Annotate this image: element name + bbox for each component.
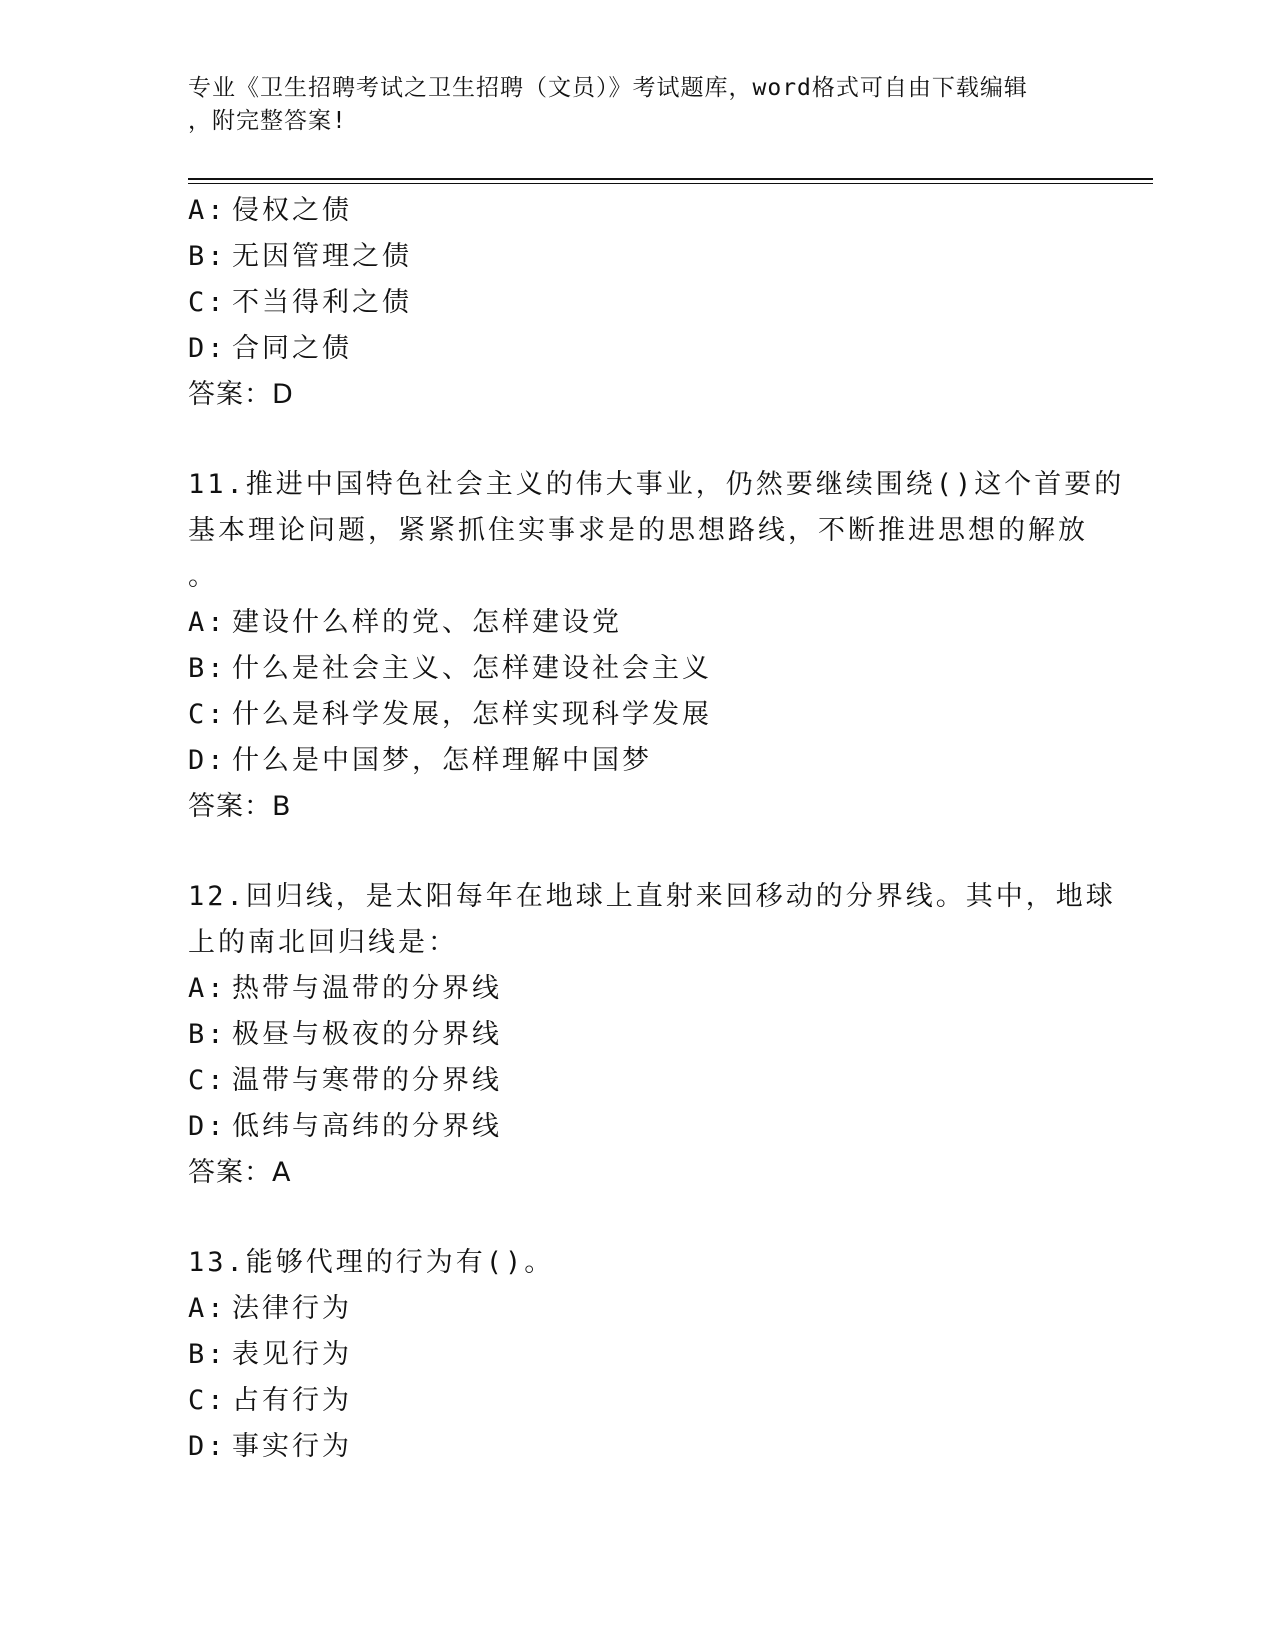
option-a	[188, 1286, 1088, 1332]
answer-line: 答案：B	[188, 791, 292, 822]
option-letter: C:	[188, 1065, 227, 1096]
answer-line: 答案：A	[188, 1157, 292, 1188]
header-line-2: ，附完整答案!	[188, 108, 347, 134]
option-letter: B:	[188, 1339, 227, 1370]
question-stem-line: 11.推进中国特色社会主义的伟大事业，仍然要继续围绕()这个首要的	[188, 469, 1125, 500]
option-letter: D:	[188, 1111, 227, 1142]
question-13	[188, 1240, 1088, 1470]
option-d	[188, 1424, 1088, 1470]
header-line-1: 专业《卫生招聘考试之卫生招聘（文员）》考试题库，word格式可自由下载编辑	[188, 75, 1028, 101]
option-a	[188, 966, 1088, 1012]
option-a	[188, 600, 1088, 646]
spacer	[188, 1196, 1088, 1240]
option-text: 不当得利之债	[232, 287, 412, 318]
option-text: 什么是中国梦，怎样理解中国梦	[232, 745, 652, 776]
option-text: 事实行为	[232, 1431, 352, 1462]
option-letter: B:	[188, 1019, 227, 1050]
option-c	[188, 692, 1088, 738]
option-text: 低纬与高纬的分界线	[232, 1111, 502, 1142]
question-12	[188, 874, 1116, 1196]
spacer	[188, 418, 1088, 462]
question-10	[188, 188, 1088, 418]
question-stem-line: 基本理论问题，紧紧抓住实事求是的思想路线，不断推进思想的解放	[188, 515, 1088, 546]
option-text: 什么是科学发展，怎样实现科学发展	[232, 699, 712, 730]
option-text: 温带与寒带的分界线	[232, 1065, 502, 1096]
option-text: 无因管理之债	[232, 241, 412, 272]
option-c	[188, 1378, 1088, 1424]
option-letter: C:	[188, 1385, 227, 1416]
option-text: 合同之债	[232, 333, 352, 364]
question-stem-line: 12.回归线，是太阳每年在地球上直射来回移动的分界线。其中，地球	[188, 881, 1116, 912]
option-letter: A:	[188, 1293, 227, 1324]
option-letter: A:	[188, 195, 227, 226]
option-d	[188, 1104, 1088, 1150]
question-stem-line: 上的南北回归线是：	[188, 927, 458, 958]
option-text: 表见行为	[232, 1339, 352, 1370]
document-header	[188, 72, 1068, 138]
answer-line: 答案：D	[188, 379, 294, 410]
option-letter: D:	[188, 745, 227, 776]
option-letter: A:	[188, 607, 227, 638]
question-11	[188, 462, 1125, 830]
option-text: 侵权之债	[232, 195, 352, 226]
option-letter: B:	[188, 653, 227, 684]
header-divider-thin	[188, 183, 1153, 184]
option-d	[188, 326, 1088, 372]
question-list	[188, 188, 1125, 1470]
option-text: 占有行为	[232, 1385, 352, 1416]
option-text: 建设什么样的党、怎样建设党	[232, 607, 622, 638]
option-b	[188, 1332, 1088, 1378]
option-letter: D:	[188, 1431, 227, 1462]
option-b	[188, 234, 1088, 280]
option-text: 什么是社会主义、怎样建设社会主义	[232, 653, 712, 684]
option-letter: C:	[188, 287, 227, 318]
option-letter: A:	[188, 973, 227, 1004]
option-letter: D:	[188, 333, 227, 364]
option-text: 极昼与极夜的分界线	[232, 1019, 502, 1050]
option-b	[188, 1012, 1088, 1058]
option-c	[188, 280, 1088, 326]
option-c	[188, 1058, 1088, 1104]
option-letter: C:	[188, 699, 227, 730]
option-a	[188, 188, 1088, 234]
option-b	[188, 646, 1088, 692]
option-text: 法律行为	[232, 1293, 352, 1324]
option-text: 热带与温带的分界线	[232, 973, 502, 1004]
option-letter: B:	[188, 241, 227, 272]
question-stem-line: 13.能够代理的行为有()。	[188, 1247, 555, 1278]
question-stem-line: 。	[188, 561, 218, 592]
spacer	[188, 830, 1088, 874]
option-d	[188, 738, 1088, 784]
header-divider-thick	[188, 178, 1153, 180]
